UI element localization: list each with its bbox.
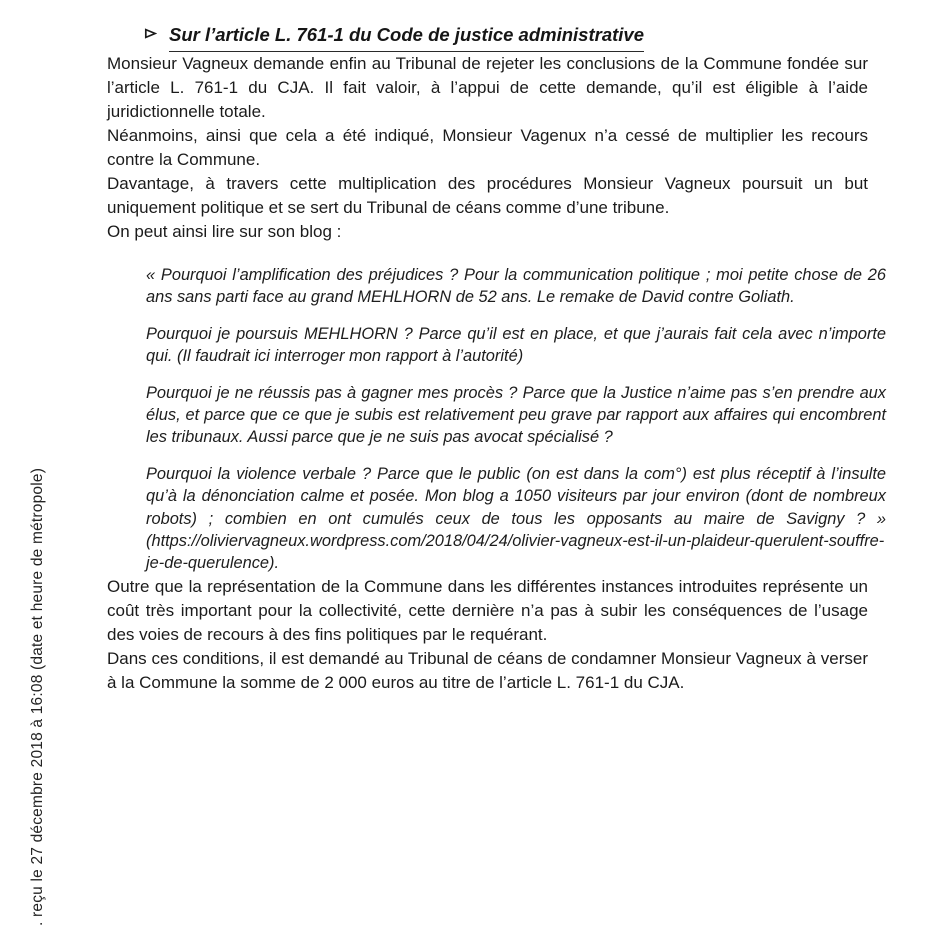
document-body xyxy=(107,0,886,695)
blog-quote-paragraph-amplification: « Pourquoi l’amplification des préjudices ? Pour la communication politique ; moi petite chose de 26 ans sans parti face au grand MEHLHORN de 52 ans. Le remake de David contre Goliath. xyxy=(146,266,886,307)
paragraph-cout-collectivite: Outre que la représentation de la Commune dans les différentes instances introduites représente un coût très important pour la collectivité, cette dernière n’a pas à subir les conséquences de l’usage des voies de recours à des fins politiques par le requérant. xyxy=(107,576,868,644)
reception-timestamp-stamp: . reçu le 27 décembre 2018 à 16:08 (date et heure de métropole) xyxy=(29,467,46,926)
blog-quote-paragraph-gagner-proces: Pourquoi je ne réussis pas à gagner mes procès ? Parce que la Justice n’aime pas s’en prendre aux élus, et parce que ce que je subis est relativement peu grave par rapport aux affaires qui encombrent les tribunaux. Aussi parce que je ne suis pas avocat spécialisé ? xyxy=(146,383,886,447)
paragraph-conclusions-commune: Monsieur Vagneux demande enfin au Tribunal de rejeter les conclusions de la Commune fondée sur l’article L. 761-1 du CJA. Il fait valoir, à l’appui de cette demande, qu’il est éligible à l’aide juridictionnelle totale. xyxy=(107,54,868,121)
blog-quote-paragraph-poursuis-mehlhorn: Pourquoi je poursuis MEHLHORN ? Parce qu’il est en place, et que j’aurais fait cela avec n’importe qui. (Il faudrait ici interroger mon rapport à l’autorité) xyxy=(146,324,886,366)
paragraph-multiplier-recours: Néanmoins, ainsi que cela a été indiqué, Monsieur Vagenux n’a cessé de multiplier les recours contre la Commune. xyxy=(107,126,868,169)
paragraph-blog-intro: On peut ainsi lire sur son blog : xyxy=(107,222,342,241)
blog-quote-block xyxy=(146,264,886,575)
section-heading xyxy=(144,22,868,52)
blog-quote-paragraph-violence-verbale: Pourquoi la violence verbale ? Parce que le public (on est dans la com°) est plus réceptif à l’insulte qu’à la dénonciation calme et posée. Mon blog a 1050 visiteurs par jour environ (dont de nombreux robots) ; combien en ont cumulés ceux de tous les opposants au maire de Savigny ? » (https://oliviervagneux.wordpress.com/2018/04/24/olivier-vagneux-est-il-un-plaideur-querulent-souffre-je-de-querulence). xyxy=(146,464,886,573)
section-heading-text: Sur l’article L. 761-1 du Code de justice administrative xyxy=(169,22,644,52)
paragraph-but-politique: Davantage, à travers cette multiplication des procédures Monsieur Vagneux poursuit un but uniquement politique et se sert du Tribunal de céans comme d’une tribune. xyxy=(107,174,868,217)
arrowhead-right-icon xyxy=(144,21,157,47)
paragraph-demande-condamnation: Dans ces conditions, il est demandé au Tribunal de céans de condamner Monsieur Vagneux à verser à la Commune la somme de 2 000 euros au titre de l’article L. 761-1 du CJA. xyxy=(107,648,868,692)
